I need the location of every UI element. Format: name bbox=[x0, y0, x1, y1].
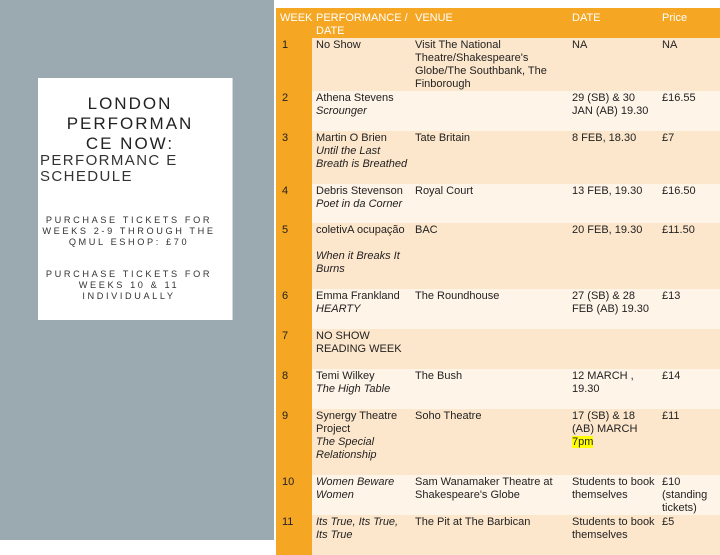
date-cell bbox=[568, 409, 658, 475]
table-row bbox=[276, 289, 720, 329]
price-cell: £5 bbox=[658, 515, 720, 555]
performer: Synergy Theatre Project bbox=[316, 410, 398, 435]
performance-cell bbox=[312, 329, 411, 369]
purchase-note-weeks-2-9: PURCHASE TICKETS FOR WEEKS 2-9 THROUGH THE QMUL ESHOP: £70 bbox=[42, 215, 216, 247]
date-text: 17 (SB) & 18 (AB) MARCH bbox=[572, 410, 638, 435]
venue-cell bbox=[411, 91, 568, 131]
performer: NO SHOW READING WEEK bbox=[316, 330, 402, 355]
price-cell: £11.50 bbox=[658, 223, 720, 289]
header-performance: PERFORMANCE / DATE bbox=[316, 12, 408, 37]
date-cell: 29 (SB) & 30 JAN (AB) 19.30 bbox=[568, 91, 658, 131]
price-cell: £7 bbox=[658, 131, 720, 184]
price-cell bbox=[658, 329, 720, 369]
price-cell: £16.55 bbox=[658, 91, 720, 131]
table-row bbox=[276, 329, 720, 369]
performance-cell bbox=[312, 223, 411, 289]
performance-cell bbox=[312, 289, 411, 329]
date-cell: 8 FEB, 18.30 bbox=[568, 131, 658, 184]
performer: Emma Frankland bbox=[316, 290, 400, 302]
performer: Debris Stevenson bbox=[316, 185, 403, 197]
header-venue: VENUE bbox=[415, 12, 453, 24]
week-cell: 2 bbox=[276, 91, 312, 131]
title-card bbox=[38, 78, 233, 320]
performer: Athena Stevens bbox=[316, 92, 394, 104]
date-cell: 27 (SB) & 28 FEB (AB) 19.30 bbox=[568, 289, 658, 329]
week-cell: 5 bbox=[276, 223, 312, 289]
show-title: The Special Relationship bbox=[316, 436, 377, 461]
venue-cell: The Bush bbox=[411, 369, 568, 409]
table-row bbox=[276, 475, 720, 515]
date-cell: Students to book themselves bbox=[568, 475, 658, 515]
table-row bbox=[276, 369, 720, 409]
price-cell: £14 bbox=[658, 369, 720, 409]
table-row bbox=[276, 515, 720, 555]
week-cell: 10 bbox=[276, 475, 312, 515]
performer: coletivA ocupação bbox=[316, 224, 405, 236]
show-title: Women Beware Women bbox=[316, 476, 395, 501]
week-cell: 6 bbox=[276, 289, 312, 329]
performer: Temi Wilkey bbox=[316, 370, 375, 382]
date-cell: NA bbox=[568, 38, 658, 91]
week-cell: 7 bbox=[276, 329, 312, 369]
header-week: WEEK bbox=[280, 12, 312, 24]
week-cell: 9 bbox=[276, 409, 312, 475]
show-title: Poet in da Corner bbox=[316, 198, 403, 210]
venue-cell: The Pit at The Barbican bbox=[411, 515, 568, 555]
venue-cell: Tate Britain bbox=[411, 131, 568, 184]
date-cell: Students to book themselves bbox=[568, 515, 658, 555]
table-row bbox=[276, 409, 720, 475]
venue-cell: BAC bbox=[411, 223, 568, 289]
show-title: Until the Last Breath is Breathed bbox=[316, 145, 408, 170]
week-cell: 8 bbox=[276, 369, 312, 409]
date-highlight: 7pm bbox=[572, 436, 594, 448]
venue-cell: Royal Court bbox=[411, 184, 568, 223]
show-title: When it Breaks It Burns bbox=[316, 250, 400, 275]
performance-cell bbox=[312, 91, 411, 131]
table-row bbox=[276, 223, 720, 289]
price-cell: NA bbox=[658, 38, 720, 91]
price-cell: £13 bbox=[658, 289, 720, 329]
page-subtitle: PERFORMANC E SCHEDULE bbox=[40, 152, 178, 185]
price-cell: £16.50 bbox=[658, 184, 720, 223]
performance-cell bbox=[312, 369, 411, 409]
table-header-row bbox=[276, 8, 720, 38]
performance-cell bbox=[312, 515, 411, 555]
show-title: Its True, Its True, Its True bbox=[316, 516, 399, 541]
week-cell: 3 bbox=[276, 131, 312, 184]
header-date: DATE bbox=[572, 12, 601, 24]
performance-cell bbox=[312, 38, 411, 91]
date-cell: 20 FEB, 19.30 bbox=[568, 223, 658, 289]
table-row bbox=[276, 91, 720, 131]
venue-cell bbox=[411, 329, 568, 369]
purchase-note-weeks-10-11: PURCHASE TICKETS FOR WEEKS 10 & 11 INDIVIDUALLY bbox=[45, 269, 213, 301]
header-price: Price bbox=[662, 12, 688, 24]
table-row bbox=[276, 184, 720, 223]
performer: Martin O Brien bbox=[316, 132, 387, 144]
date-cell: 13 FEB, 19.30 bbox=[568, 184, 658, 223]
venue-cell: The Roundhouse bbox=[411, 289, 568, 329]
date-cell: 12 MARCH , 19.30 bbox=[568, 369, 658, 409]
show-title: HEARTY bbox=[316, 303, 361, 315]
show-title: The High Table bbox=[316, 383, 391, 395]
table-row bbox=[276, 38, 720, 91]
price-cell: £11 bbox=[658, 409, 720, 475]
performance-cell bbox=[312, 409, 411, 475]
performer: No Show bbox=[316, 39, 361, 51]
week-cell: 1 bbox=[276, 38, 312, 91]
show-title: Scrounger bbox=[316, 105, 367, 117]
venue-cell: Visit The National Theatre/Shakespeare's Globe/The Southbank, The Finborough bbox=[411, 38, 568, 91]
schedule-table bbox=[276, 8, 720, 555]
price-cell: £10 (standing tickets) bbox=[658, 475, 720, 515]
table-row bbox=[276, 131, 720, 184]
performance-cell bbox=[312, 475, 411, 515]
venue-cell: Soho Theatre bbox=[411, 409, 568, 475]
week-cell: 11 bbox=[276, 515, 312, 555]
performance-cell bbox=[312, 184, 411, 223]
venue-cell: Sam Wanamaker Theatre at Shakespeare's Globe bbox=[411, 475, 568, 515]
date-cell bbox=[568, 329, 658, 369]
performance-cell bbox=[312, 131, 411, 184]
week-cell: 4 bbox=[276, 184, 312, 223]
page-title: LONDON PERFORMAN CE NOW: bbox=[66, 94, 194, 153]
